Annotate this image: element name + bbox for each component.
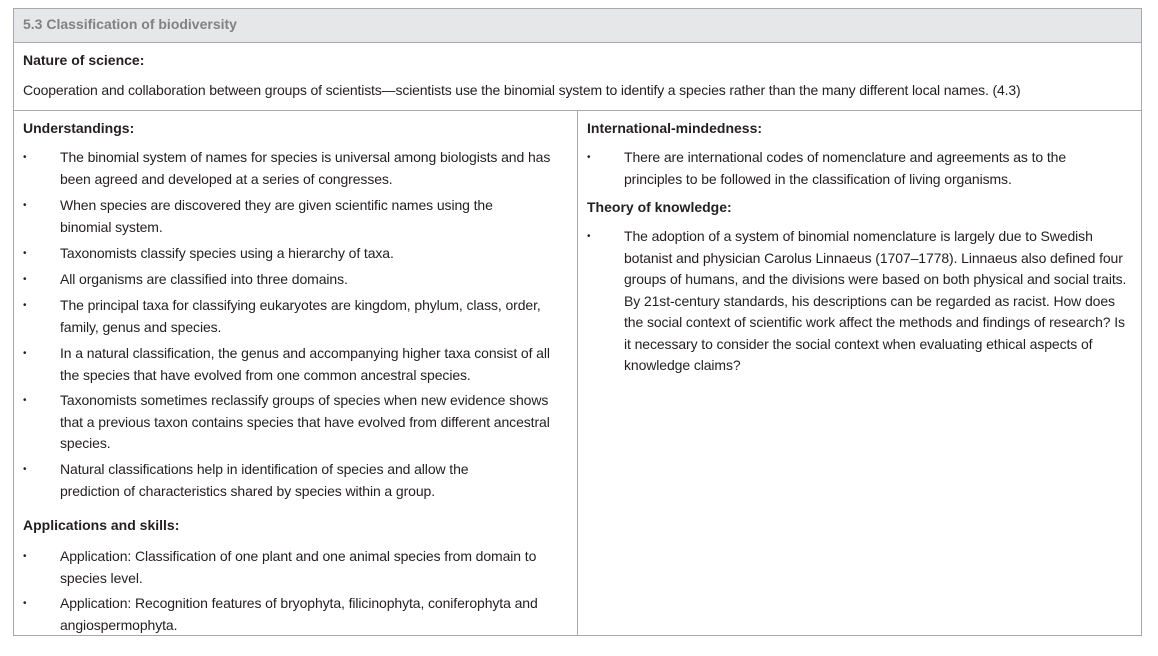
theory-of-knowledge-text: The adoption of a system of binomial nomenclature is largely due to Swedish botanist and physician Carolus Linnaeus (1707–1778). Linnaeus also defined four groups of humans, and the divisions were based on both physical and social traits. By 21st-century standards, his descriptions can be regarded as racist. How does the social context of scientific work affect the methods and findings of research? Is it necessary to consider the social context when evaluating ethical aspects of knowledge claims? (624, 228, 1127, 373)
section-title-bar (14, 9, 1141, 43)
bullet-icon: • (23, 274, 27, 285)
nature-of-science-heading: Nature of science: (23, 52, 145, 68)
right-column (578, 111, 1141, 635)
understanding-text: When species are discovered they are given scientific names using the binomial system. (60, 197, 493, 235)
bullet-icon: • (23, 464, 27, 475)
applications-heading: Applications and skills: (23, 517, 180, 533)
bullet-icon: • (23, 395, 27, 406)
bullet-icon: • (23, 248, 27, 259)
international-mindedness-text: There are international codes of nomenclature and agreements as to the principles to be followed in the classification of living organisms. (624, 149, 1067, 187)
theory-of-knowledge-heading: Theory of knowledge: (587, 199, 732, 215)
bullet-icon: • (23, 152, 27, 163)
international-mindedness-heading: International-mindedness: (587, 120, 763, 136)
understanding-text: In a natural classification, the genus and accompanying higher taxa consist of all the species that have evolved from one common ancestral species. (60, 345, 550, 383)
bullet-icon: • (23, 551, 27, 562)
section-title: 5.3 Classification of biodiversity (23, 16, 237, 32)
bullet-icon: • (587, 152, 591, 163)
bullet-icon: • (587, 231, 591, 242)
syllabus-table (13, 8, 1142, 636)
understanding-text: The binomial system of names for species is universal among biologists and has been agreed and developed at a series of congresses. (60, 149, 551, 187)
bullet-icon: • (23, 348, 27, 359)
understanding-text: All organisms are classified into three domains. (60, 271, 348, 287)
bullet-icon: • (23, 200, 27, 211)
understanding-text: Natural classifications help in identification of species and allow the prediction of characteristics shared by species within a group. (60, 461, 469, 499)
understanding-text: The principal taxa for classifying eukaryotes are kingdom, phylum, class, order, family, genus and species. (60, 297, 541, 335)
bullet-icon: • (23, 300, 27, 311)
understanding-text: Taxonomists sometimes reclassify groups of species when new evidence shows that a previous taxon contains species that have evolved from different ancestral species. (60, 392, 550, 451)
left-column (14, 111, 578, 635)
nature-of-science-text: Cooperation and collaboration between groups of scientists—scientists use the binomial system to identify a species rather than the many different local names. (4.3) (23, 82, 1021, 98)
application-text: Application: Recognition features of bryophyta, filicinophyta, coniferophyta and angiospermophyta. (60, 595, 538, 633)
understanding-text: Taxonomists classify species using a hierarchy of taxa. (60, 245, 394, 261)
understandings-heading: Understandings: (23, 120, 135, 136)
bullet-icon: • (23, 598, 27, 609)
application-text: Application: Classification of one plant and one animal species from domain to species level. (60, 548, 537, 586)
nature-of-science-row (14, 43, 1141, 111)
